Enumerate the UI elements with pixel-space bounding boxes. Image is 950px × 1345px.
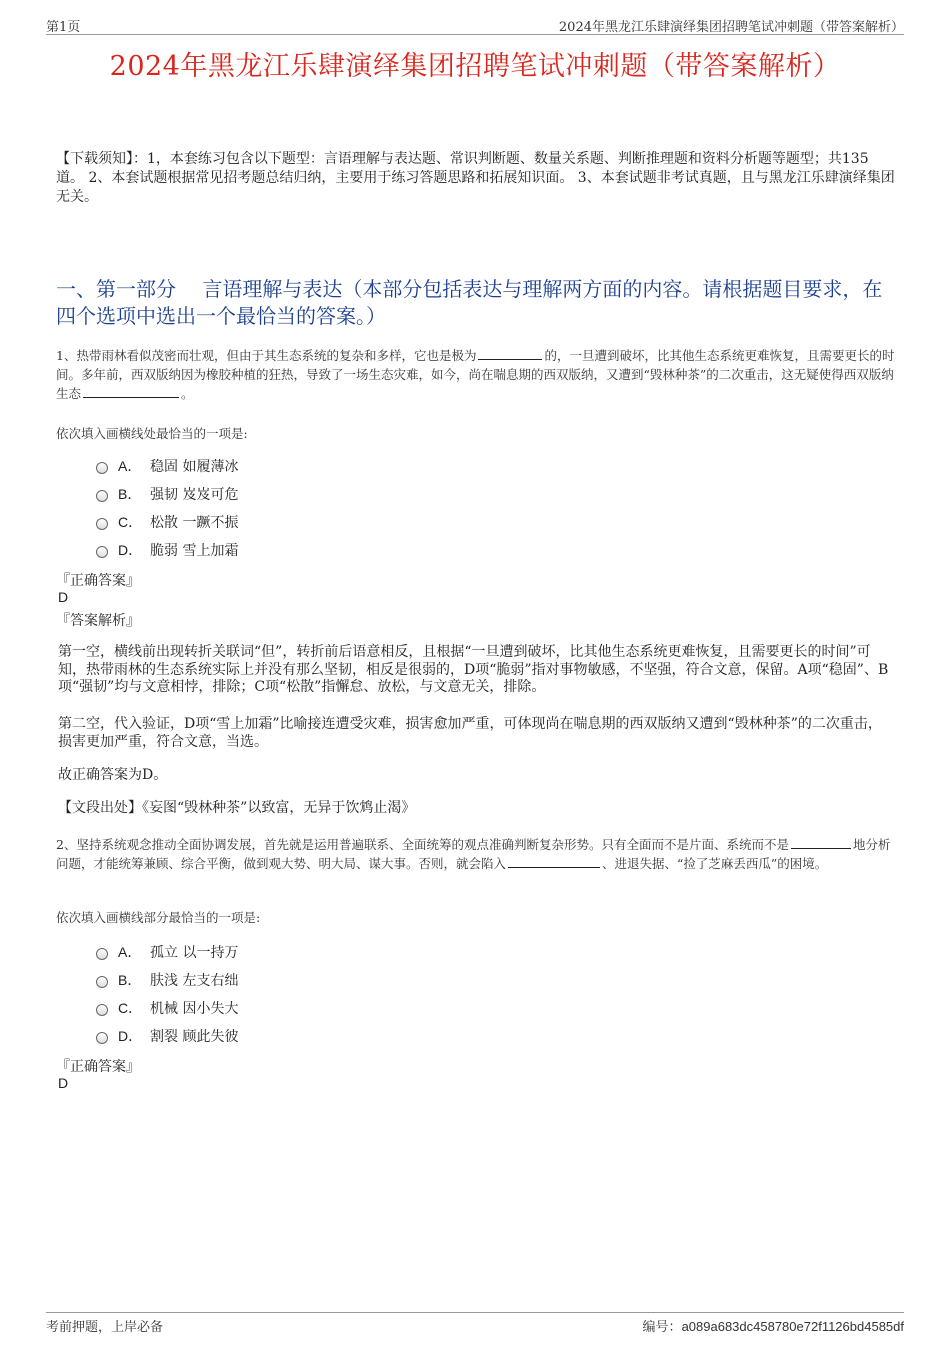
- option-d[interactable]: D． 割裂 顾此失彼: [96, 1022, 238, 1050]
- page-footer: [46, 1312, 904, 1335]
- radio-button-icon[interactable]: [96, 518, 108, 530]
- option-c[interactable]: C． 松散 一蹶不振: [96, 508, 238, 536]
- radio-button-icon[interactable]: [96, 462, 108, 474]
- fill-blank-2: [83, 384, 179, 398]
- fill-blank-1: [791, 835, 851, 849]
- correct-answer-value: D: [58, 1075, 69, 1091]
- radio-button-icon[interactable]: [96, 1004, 108, 1016]
- question-1-text: 1、热带雨林看似茂密而壮观，但由于其生态系统的复杂和多样，它也是极为 的，一旦遭到破坏，比其他生态系统更难恢复，且需要更长的时间。多年前，西双版纳因为橡胶种植的狂热，导致了一场生态灾难，如今，尚在喘息期的西双版纳，又遭到“毁林种茶”的二次重击，这无疑使得西双版纳生态 。: [56, 348, 895, 401]
- document-code: 编号：a089a683dc458780e72f1126bd4585df: [642, 1319, 904, 1335]
- fill-blank-1: [478, 346, 542, 360]
- radio-button-icon[interactable]: [96, 948, 108, 960]
- page-title: 2024年黑龙江乐肆演绎集团招聘笔试冲刺题（带答案解析）: [109, 51, 841, 82]
- question-1-options: [96, 452, 238, 564]
- option-b[interactable]: B． 强韧 岌岌可危: [96, 480, 238, 508]
- analysis-label: 『答案解析』: [56, 613, 140, 629]
- option-a[interactable]: A． 孤立 以一持万: [96, 938, 238, 966]
- question-2-text: 2、坚持系统观念推动全面协调发展，首先就是运用普遍联系、全面统筹的观点准确判断复杂形势。只有全面而不是片面、系统而不是 地分析问题，才能统筹兼顾、综合平衡，做到观大势、明大局、谋大事。否则，就会陷入 、进退失据、“捡了芝麻丢西瓜”的困境。: [56, 837, 891, 871]
- source-citation: 【文段出处】《妄图“毁林种茶”以致富，无异于饮鸩止渴》: [58, 800, 416, 816]
- correct-answer-value: D: [58, 589, 69, 605]
- radio-button-icon[interactable]: [96, 546, 108, 558]
- correct-answer-label: 『正确答案』: [56, 573, 140, 589]
- analysis-paragraph-1: 第一空，横线前出现转折关联词“但”，转折前后语意相反，且根据“一旦遭到破坏，比其他生态系统更难恢复，且需要更长的时间”可知，热带雨林的生态系统实际上并没有那么坚韧，相反是很弱的，D项“脆弱”指对事物敏感，不坚强，符合文意，保留。A项“稳固”、B项“强韧”均与文意相悖，排除；C项“松散”指懈怠、放松，与文意无关，排除。: [58, 644, 889, 695]
- section-title: 一、第一部分 言语理解与表达（本部分包括表达与理解两方面的内容。请根据题目要求，在四个选项中选出一个最恰当的答案。）: [56, 277, 883, 328]
- page-number: 第1页: [46, 20, 81, 35]
- header-doc-title: 2024年黑龙江乐肆演绎集团招聘笔试冲刺题（带答案解析）: [558, 20, 904, 35]
- question-2-options: [96, 938, 238, 1050]
- download-notice: 【下载须知】：1，本套练习包含以下题型：言语理解与表达题、常识判断题、数量关系题、判断推理题和资料分析题等题型；共135道。 2、本套试题根据常见招考题总结归纳，主要用于练习答题思路和拓展知识面。 3、本套试题非考试真题，且与黑龙江乐肆演绎集团无关。: [56, 151, 895, 205]
- analysis-paragraph-2: 第二空，代入验证，D项“雪上加霜”比喻接连遭受灾难，损害愈加严重，可体现尚在喘息期的西双版纳又遭到“毁林种茶”的二次重击，损害更加严重，符合文意，当选。: [58, 716, 882, 750]
- footer-slogan: 考前押题，上岸必备: [46, 1320, 164, 1335]
- page-header: [46, 14, 904, 35]
- radio-button-icon[interactable]: [96, 976, 108, 988]
- correct-answer-label: 『正确答案』: [56, 1059, 140, 1075]
- question-2-instruction: 依次填入画横线部分最恰当的一项是:: [56, 910, 261, 925]
- radio-button-icon[interactable]: [96, 1032, 108, 1044]
- analysis-conclusion: 故正确答案为D。: [58, 767, 168, 783]
- fill-blank-2: [508, 854, 600, 868]
- option-a[interactable]: A． 稳固 如履薄冰: [96, 452, 238, 480]
- option-d[interactable]: D． 脆弱 雪上加霜: [96, 536, 238, 564]
- radio-button-icon[interactable]: [96, 490, 108, 502]
- option-c[interactable]: C． 机械 因小失大: [96, 994, 238, 1022]
- question-1-instruction: 依次填入画横线处最恰当的一项是:: [56, 426, 248, 441]
- option-b[interactable]: B． 肤浅 左支右绌: [96, 966, 238, 994]
